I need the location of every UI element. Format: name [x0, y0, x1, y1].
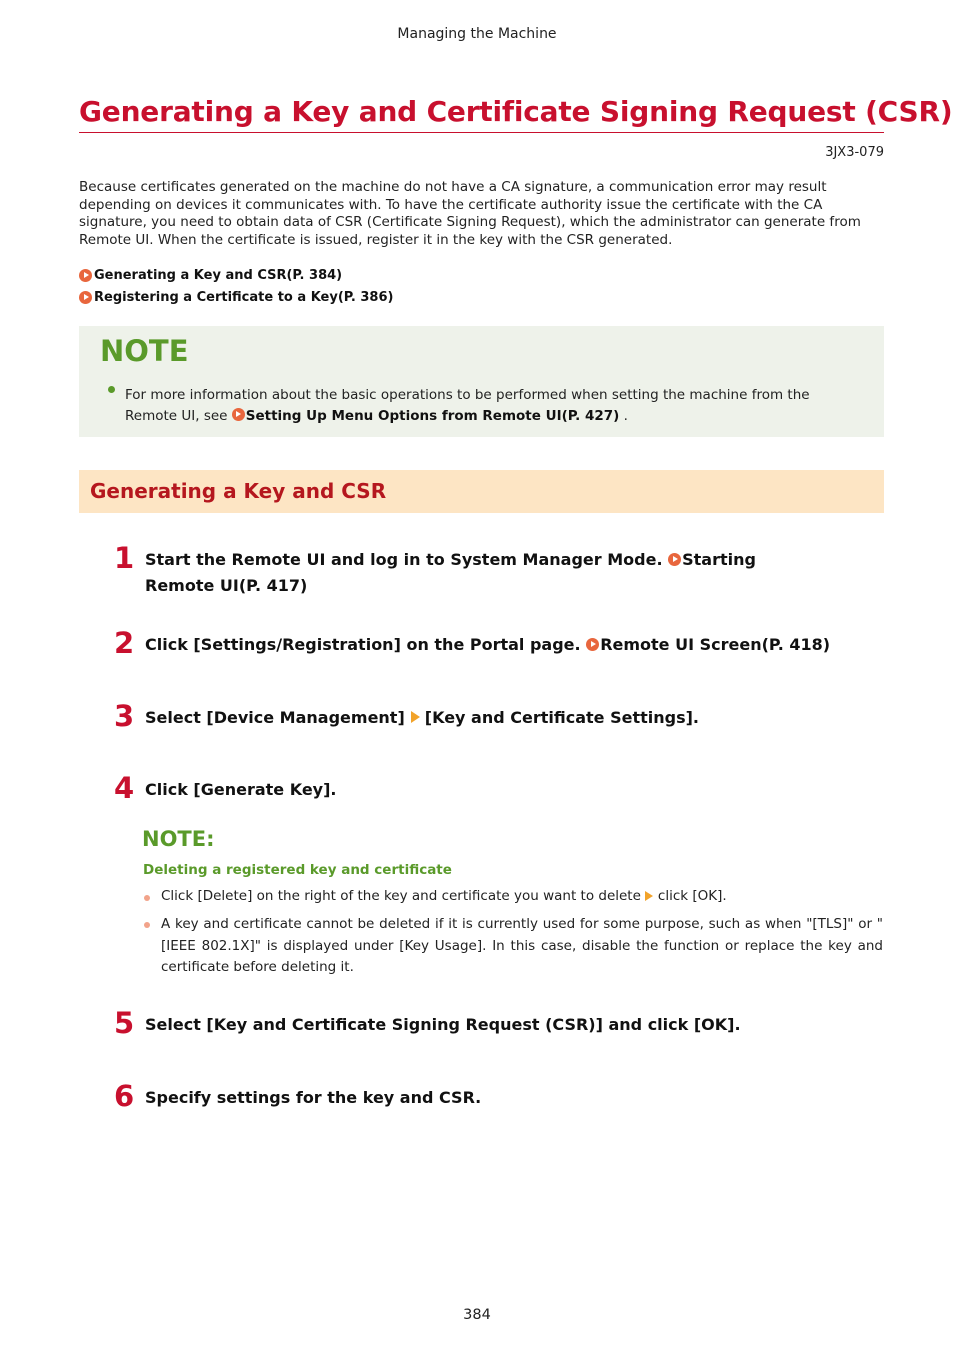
- page-title: Generating a Key and Certificate Signing Request (CSR): [79, 95, 884, 133]
- page-number: 384: [463, 1307, 491, 1323]
- note-text: [125, 385, 865, 427]
- note-box: [79, 326, 884, 437]
- step-number: 1: [114, 541, 135, 575]
- link-label: Starting Remote UI(P. 417): [145, 550, 756, 595]
- link-remote-ui-screen[interactable]: [586, 635, 830, 654]
- subnote-item-text: click [OK].: [657, 888, 727, 904]
- link-setting-up-menu-options[interactable]: [232, 408, 620, 424]
- step-number: 4: [114, 771, 135, 805]
- link-registering-certificate[interactable]: [79, 290, 393, 305]
- link-label: Registering a Certificate to a Key(P. 386): [94, 290, 394, 305]
- step-number: 6: [114, 1079, 135, 1113]
- link-label: Setting Up Menu Options from Remote UI(P. 427): [245, 408, 620, 424]
- step-text: [145, 632, 845, 658]
- arrow-right-icon: [645, 891, 653, 901]
- bullet-icon: [108, 386, 115, 393]
- step-text: [145, 705, 845, 731]
- step-number: 5: [114, 1006, 135, 1040]
- note-text-after: .: [619, 408, 628, 424]
- document-id: 3JX3-079: [825, 145, 884, 160]
- step-text: [145, 547, 825, 599]
- note-heading: NOTE: [100, 334, 189, 368]
- running-header: Managing the Machine: [397, 26, 557, 42]
- link-arrow-icon: [79, 291, 92, 304]
- subnote-item: [161, 886, 883, 908]
- step-number: 2: [114, 626, 135, 660]
- link-arrow-icon: [79, 269, 92, 282]
- link-label: Remote UI Screen(P. 418): [600, 635, 831, 654]
- link-label: Generating a Key and CSR(P. 384): [94, 268, 343, 283]
- step-instruction: [Key and Certificate Settings].: [424, 708, 699, 727]
- arrow-right-icon: [411, 711, 420, 723]
- subnote-item: A key and certificate cannot be deleted if it is currently used for some purpose, such as when "[TLS]" or "[IEEE 802.1X]" is displayed under [Key Usage]. In this case, disable the function or replace the key and certificate before deleting it.: [161, 916, 883, 975]
- subnote-subheading: Deleting a registered key and certificate: [143, 862, 452, 878]
- note-text-before: For more information about the basic operations to be performed when setting the machine from the Remote UI, see: [125, 387, 810, 424]
- step-text: Select [Key and Certificate Signing Request (CSR)] and click [OK].: [145, 1015, 741, 1034]
- intro-paragraph: Because certificates generated on the machine do not have a CA signature, a communication error may result depending on devices it communicates with. To have the certificate authority issue the certificate with the CA signature, you need to obtain data of CSR (Certificate Signing Request), which the administrator can generate from Remote UI. When the certificate is issued, register it in the key with the CSR generated.: [79, 179, 861, 248]
- section-header: [79, 470, 884, 513]
- step-instruction: Click [Settings/Registration] on the Portal page.: [145, 635, 587, 654]
- section-title: Generating a Key and CSR: [90, 479, 387, 503]
- subnote-heading: NOTE:: [142, 827, 215, 851]
- step-number: 3: [114, 699, 135, 733]
- step-text: Specify settings for the key and CSR.: [145, 1088, 482, 1107]
- bullet-icon: [144, 922, 150, 928]
- link-generating-key-csr[interactable]: [79, 268, 342, 283]
- bullet-icon: [144, 895, 150, 901]
- link-arrow-icon: [232, 408, 245, 421]
- link-arrow-icon: [586, 638, 599, 651]
- link-arrow-icon: [668, 553, 681, 566]
- step-instruction: Select [Device Management]: [145, 708, 405, 727]
- subnote-item-text: Click [Delete] on the right of the key and certificate you want to delete: [161, 888, 641, 904]
- step-instruction: Start the Remote UI and log in to System Manager Mode.: [145, 550, 669, 569]
- step-text: Click [Generate Key].: [145, 780, 337, 799]
